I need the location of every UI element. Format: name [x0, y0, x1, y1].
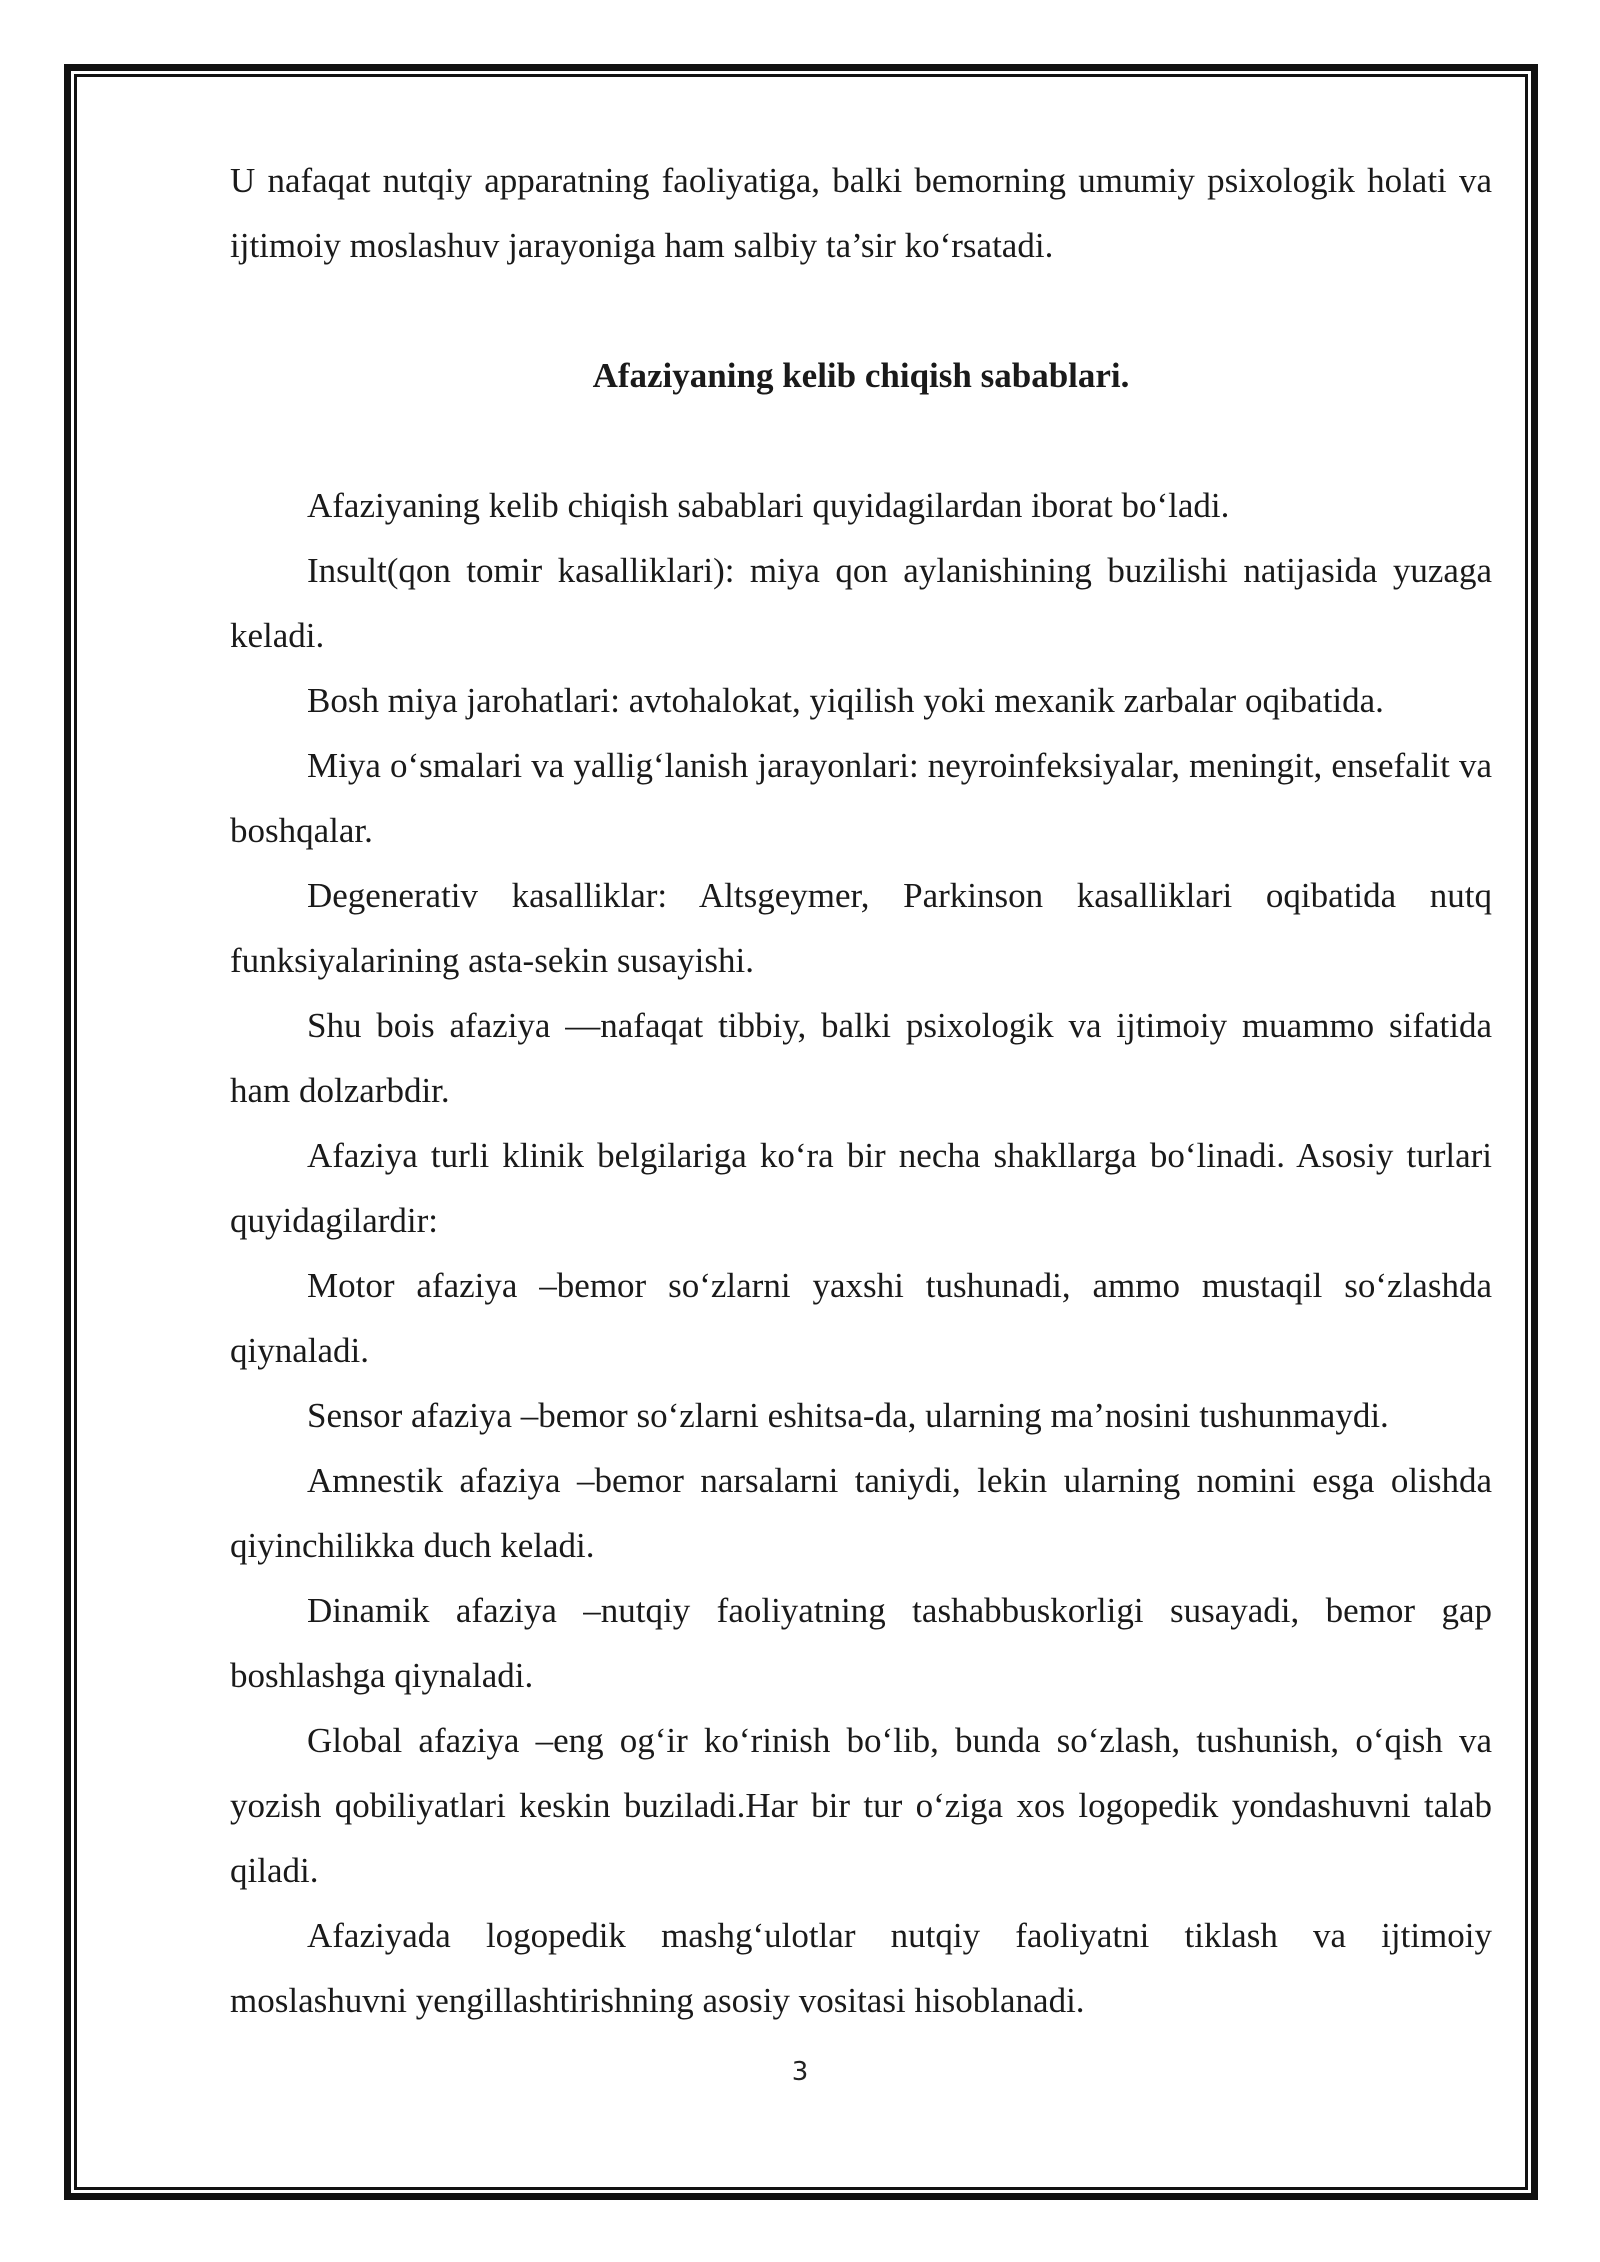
paragraph-global-aphasia: Global afaziya –eng og‘ir ko‘rinish bo‘lib, bunda so‘zlash, tushunish, o‘qish va yozish qobiliyatlari keskin buziladi.Har bir tur o‘ziga xos logopedik yondashuvni talab qiladi.	[230, 1721, 1492, 1890]
paragraph-dynamic-aphasia: Dinamik afaziya –nutqiy faoliyatning tashabbuskorligi susayadi, bemor gap boshlashga qiynaladi.	[230, 1591, 1492, 1695]
paragraph-sensory-aphasia: Sensor afaziya –bemor so‘zlarni eshitsa-da, ularning ma’nosini tushunmaydi.	[307, 1396, 1389, 1435]
paragraph-types-intro: Afaziya turli klinik belgilariga ko‘ra bir necha shakllarga bo‘linadi. Asosiy turlari quyidagilardir:	[230, 1136, 1492, 1240]
page-number: 3	[791, 2057, 809, 2087]
paragraph-speech-therapy: Afaziyada logopedik mashg‘ulotlar nutqiy faoliyatni tiklash va ijtimoiy moslashuvni yengillashtirishning asosiy vositasi hisoblanadi.	[230, 1916, 1492, 2020]
spacer	[230, 408, 1492, 473]
paragraph-tumors: Miya o‘smalari va yallig‘lanish jarayonlari: neyroinfeksiyalar, meningit, ensefalit va boshqalar.	[230, 746, 1492, 850]
paragraph-amnestic-aphasia: Amnestik afaziya –bemor narsalarni taniydi, lekin ularning nomini esga olishda qiyinchilikka duch keladi.	[230, 1461, 1492, 1565]
paragraph-degenerative: Degenerativ kasalliklar: Altsgeymer, Parkinson kasalliklari oqibatida nutq funksiyalarining asta-sekin susayishi.	[230, 876, 1492, 980]
paragraph-insult: Insult(qon tomir kasalliklari): miya qon aylanishining buzilishi natijasida yuzaga keladi.	[230, 551, 1492, 655]
intro-paragraph: U nafaqat nutqiy apparatning faoliyatiga, balki bemorning umumiy psixologik holati va ijtimoiy moslashuv jarayoniga ham salbiy ta’sir ko‘rsatadi.	[230, 161, 1492, 265]
paragraph-causes-intro: Afaziyaning kelib chiqish sabablari quyidagilardan iborat bo‘ladi.	[307, 486, 1230, 525]
page-content	[230, 148, 1492, 2033]
section-heading: Afaziyaning kelib chiqish sabablari.	[592, 356, 1130, 395]
spacer	[230, 278, 1492, 343]
paragraph-relevance: Shu bois afaziya —nafaqat tibbiy, balki psixologik va ijtimoiy muammo sifatida ham dolzarbdir.	[230, 1006, 1492, 1110]
paragraph-brain-injury: Bosh miya jarohatlari: avtohalokat, yiqilish yoki mexanik zarbalar oqibatida.	[307, 681, 1384, 720]
paragraph-motor-aphasia: Motor afaziya –bemor so‘zlarni yaxshi tushunadi, ammo mustaqil so‘zlashda qiynaladi.	[230, 1266, 1492, 1370]
